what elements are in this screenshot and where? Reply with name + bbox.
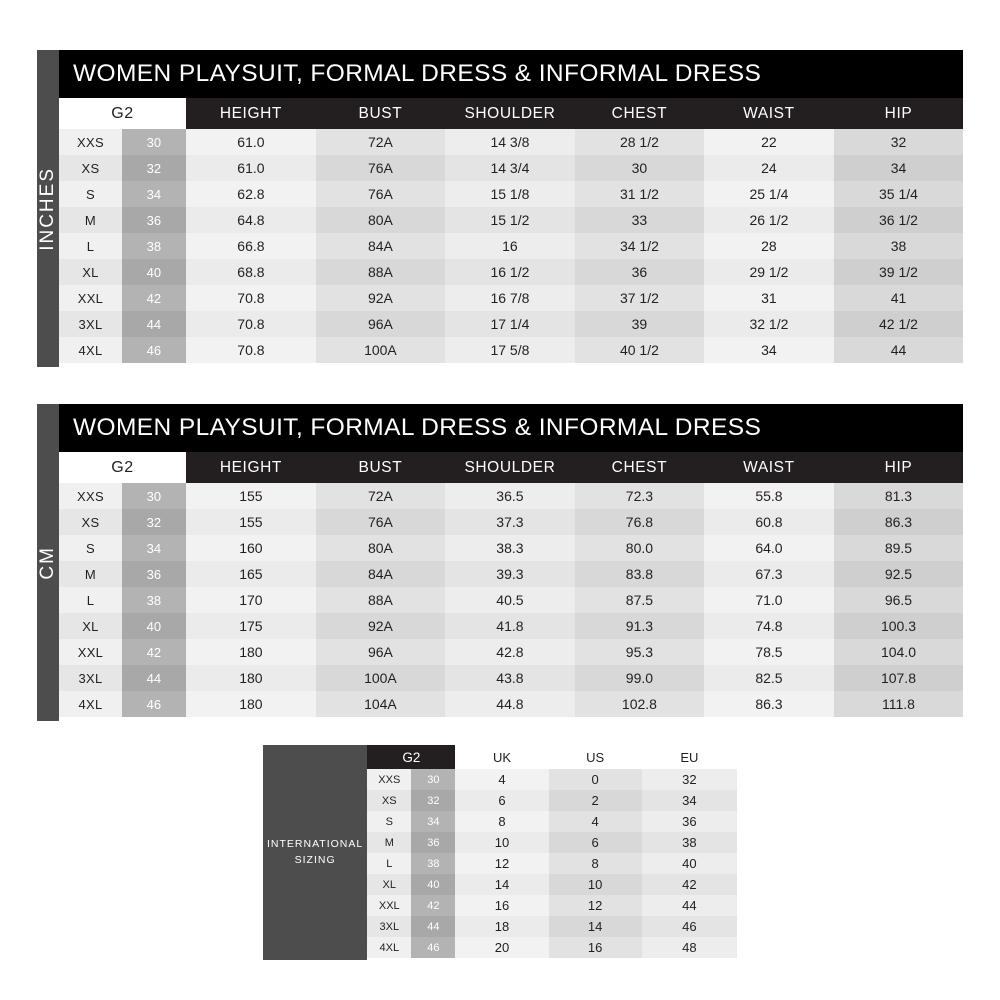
cell-shoulder: 42.8 (445, 639, 575, 665)
cell-chest: 36 (575, 259, 704, 285)
table-row (59, 207, 963, 233)
cell-height: 66.8 (186, 233, 316, 259)
header-us: US (549, 745, 642, 769)
table-row (59, 337, 963, 363)
cell-bust: 96A (316, 311, 445, 337)
cell-num: 30 (122, 129, 186, 155)
unit-label: CM (37, 545, 58, 580)
cell-chest: 99.0 (575, 665, 704, 691)
cell-size: XS (367, 790, 411, 811)
cell-uk: 12 (455, 853, 548, 874)
cell-height: 62.8 (186, 181, 316, 207)
cell-chest: 37 1/2 (575, 285, 704, 311)
cell-size: 4XL (59, 337, 122, 363)
cell-chest: 31 1/2 (575, 181, 704, 207)
cell-us: 14 (549, 916, 642, 937)
cell-hip: 34 (834, 155, 963, 181)
cell-size: L (59, 587, 122, 613)
cell-num: 44 (122, 311, 186, 337)
cell-shoulder: 44.8 (445, 691, 575, 717)
cell-size: XXS (367, 769, 411, 790)
cell-waist: 26 1/2 (704, 207, 834, 233)
cell-num: 38 (122, 587, 186, 613)
cell-shoulder: 39.3 (445, 561, 575, 587)
cell-waist: 64.0 (704, 535, 834, 561)
cell-size: S (367, 811, 411, 832)
cell-waist: 25 1/4 (704, 181, 834, 207)
cell-height: 61.0 (186, 155, 316, 181)
cell-size: L (59, 233, 122, 259)
cell-size: XXS (59, 129, 122, 155)
cell-uk: 18 (455, 916, 548, 937)
cell-chest: 34 1/2 (575, 233, 704, 259)
table-row (59, 535, 963, 561)
cell-num: 36 (122, 561, 186, 587)
cell-num: 46 (122, 691, 186, 717)
cell-size: 3XL (59, 665, 122, 691)
cell-waist: 60.8 (704, 509, 834, 535)
cell-shoulder: 38.3 (445, 535, 575, 561)
cell-waist: 78.5 (704, 639, 834, 665)
cell-bust: 84A (316, 233, 445, 259)
cell-chest: 76.8 (575, 509, 704, 535)
cell-waist: 28 (704, 233, 834, 259)
cell-bust: 72A (316, 129, 445, 155)
table-row (59, 129, 963, 155)
cell-height: 61.0 (186, 129, 316, 155)
cell-bust: 88A (316, 259, 445, 285)
cell-size: XS (59, 509, 122, 535)
header-g2: G2 (59, 452, 186, 483)
cell-hip: 104.0 (834, 639, 963, 665)
cell-us: 0 (549, 769, 642, 790)
cell-bust: 76A (316, 155, 445, 181)
cell-height: 70.8 (186, 285, 316, 311)
cell-num: 44 (411, 916, 455, 937)
chart-body-inches (59, 50, 963, 367)
table-row (59, 285, 963, 311)
cell-uk: 4 (455, 769, 548, 790)
cell-uk: 6 (455, 790, 548, 811)
cell-num: 42 (122, 285, 186, 311)
cell-waist: 74.8 (704, 613, 834, 639)
cell-bust: 92A (316, 285, 445, 311)
table-row (59, 691, 963, 717)
cell-bust: 76A (316, 181, 445, 207)
cell-eu: 48 (642, 937, 737, 958)
cell-height: 175 (186, 613, 316, 639)
cell-height: 165 (186, 561, 316, 587)
cell-size: XL (59, 613, 122, 639)
cell-uk: 20 (455, 937, 548, 958)
cell-us: 6 (549, 832, 642, 853)
header-height: HEIGHT (186, 98, 316, 129)
cell-uk: 16 (455, 895, 548, 916)
table-row (59, 561, 963, 587)
cell-shoulder: 15 1/2 (445, 207, 575, 233)
cell-num: 46 (411, 937, 455, 958)
table-row (367, 769, 737, 790)
size-chart-inches (37, 50, 963, 367)
cell-shoulder: 17 1/4 (445, 311, 575, 337)
cell-bust: 88A (316, 587, 445, 613)
cell-size: XXL (59, 639, 122, 665)
table-row (367, 853, 737, 874)
table-row (59, 587, 963, 613)
cell-waist: 86.3 (704, 691, 834, 717)
cell-num: 42 (411, 895, 455, 916)
cell-bust: 84A (316, 561, 445, 587)
cell-height: 155 (186, 509, 316, 535)
cell-chest: 102.8 (575, 691, 704, 717)
cell-num: 30 (122, 483, 186, 509)
cell-hip: 35 1/4 (834, 181, 963, 207)
cell-bust: 100A (316, 665, 445, 691)
cell-shoulder: 36.5 (445, 483, 575, 509)
table-row (367, 895, 737, 916)
cell-waist: 67.3 (704, 561, 834, 587)
chart-body-cm (59, 404, 963, 721)
cell-hip: 89.5 (834, 535, 963, 561)
header-g2: G2 (59, 98, 186, 129)
international-sizing-chart (263, 745, 737, 960)
cell-height: 180 (186, 639, 316, 665)
table-row (367, 832, 737, 853)
cell-chest: 72.3 (575, 483, 704, 509)
cell-chest: 39 (575, 311, 704, 337)
cell-eu: 42 (642, 874, 737, 895)
cell-size: L (367, 853, 411, 874)
international-sizing-label-line2: SIZING (294, 853, 336, 866)
cell-size: 3XL (367, 916, 411, 937)
cell-chest: 33 (575, 207, 704, 233)
cell-hip: 111.8 (834, 691, 963, 717)
cell-us: 8 (549, 853, 642, 874)
cell-uk: 14 (455, 874, 548, 895)
cell-chest: 80.0 (575, 535, 704, 561)
cell-num: 40 (122, 613, 186, 639)
cell-chest: 40 1/2 (575, 337, 704, 363)
cell-num: 30 (411, 769, 455, 790)
cell-height: 64.8 (186, 207, 316, 233)
international-sizing-table (367, 745, 737, 958)
cell-waist: 22 (704, 129, 834, 155)
cell-hip: 39 1/2 (834, 259, 963, 285)
header-shoulder: SHOULDER (445, 452, 575, 483)
cell-us: 4 (549, 811, 642, 832)
cell-height: 70.8 (186, 311, 316, 337)
cell-waist: 82.5 (704, 665, 834, 691)
cell-waist: 31 (704, 285, 834, 311)
international-sizing-body (367, 745, 737, 960)
cell-waist: 29 1/2 (704, 259, 834, 285)
cell-chest: 28 1/2 (575, 129, 704, 155)
table-row (59, 181, 963, 207)
cell-hip: 96.5 (834, 587, 963, 613)
cell-eu: 36 (642, 811, 737, 832)
cell-num: 32 (122, 509, 186, 535)
cell-hip: 38 (834, 233, 963, 259)
cell-chest: 83.8 (575, 561, 704, 587)
header-shoulder: SHOULDER (445, 98, 575, 129)
international-sizing-label (263, 745, 367, 960)
cell-shoulder: 41.8 (445, 613, 575, 639)
cell-us: 10 (549, 874, 642, 895)
cell-num: 46 (122, 337, 186, 363)
table-row (367, 811, 737, 832)
header-height: HEIGHT (186, 452, 316, 483)
cell-size: XL (59, 259, 122, 285)
unit-column-inches (37, 50, 59, 367)
cell-shoulder: 43.8 (445, 665, 575, 691)
table-row (367, 937, 737, 958)
header-waist: WAIST (704, 452, 834, 483)
cell-chest: 87.5 (575, 587, 704, 613)
cell-hip: 41 (834, 285, 963, 311)
cell-num: 34 (122, 181, 186, 207)
cell-uk: 8 (455, 811, 548, 832)
cell-shoulder: 15 1/8 (445, 181, 575, 207)
cell-eu: 40 (642, 853, 737, 874)
cell-bust: 100A (316, 337, 445, 363)
cell-bust: 96A (316, 639, 445, 665)
cell-height: 180 (186, 665, 316, 691)
cell-bust: 92A (316, 613, 445, 639)
cell-bust: 104A (316, 691, 445, 717)
cell-height: 70.8 (186, 337, 316, 363)
cell-size: S (59, 535, 122, 561)
table-row (367, 916, 737, 937)
table-row (59, 613, 963, 639)
cell-chest: 95.3 (575, 639, 704, 665)
cell-shoulder: 37.3 (445, 509, 575, 535)
cell-num: 34 (411, 811, 455, 832)
cell-num: 38 (411, 853, 455, 874)
cell-size: XL (367, 874, 411, 895)
table-row (59, 483, 963, 509)
cell-num: 32 (122, 155, 186, 181)
table-header-row (367, 745, 737, 769)
cell-eu: 38 (642, 832, 737, 853)
cell-bust: 72A (316, 483, 445, 509)
table-row (59, 155, 963, 181)
cell-height: 160 (186, 535, 316, 561)
cell-hip: 86.3 (834, 509, 963, 535)
cell-eu: 34 (642, 790, 737, 811)
cell-num: 34 (122, 535, 186, 561)
measurements-table-cm (59, 452, 963, 717)
header-bust: BUST (316, 452, 445, 483)
header-chest: CHEST (575, 452, 704, 483)
cell-height: 170 (186, 587, 316, 613)
table-row (367, 790, 737, 811)
cell-height: 68.8 (186, 259, 316, 285)
chart-title-inches: WOMEN PLAYSUIT, FORMAL DRESS & INFORMAL DRESS (59, 50, 963, 98)
cell-waist: 71.0 (704, 587, 834, 613)
cell-shoulder: 14 3/8 (445, 129, 575, 155)
cell-shoulder: 40.5 (445, 587, 575, 613)
header-waist: WAIST (704, 98, 834, 129)
unit-column-cm (37, 404, 59, 721)
cell-size: 3XL (59, 311, 122, 337)
cell-size: M (59, 207, 122, 233)
cell-shoulder: 17 5/8 (445, 337, 575, 363)
cell-hip: 36 1/2 (834, 207, 963, 233)
unit-label: INCHES (37, 166, 58, 251)
cell-hip: 81.3 (834, 483, 963, 509)
cell-num: 32 (411, 790, 455, 811)
cell-height: 180 (186, 691, 316, 717)
header-hip: HIP (834, 452, 963, 483)
table-header-row (59, 452, 963, 483)
cell-num: 36 (122, 207, 186, 233)
cell-eu: 32 (642, 769, 737, 790)
header-uk: UK (455, 745, 548, 769)
header-g2: G2 (367, 745, 455, 769)
cell-size: XS (59, 155, 122, 181)
cell-num: 38 (122, 233, 186, 259)
cell-size: M (367, 832, 411, 853)
chart-title-cm: WOMEN PLAYSUIT, FORMAL DRESS & INFORMAL DRESS (59, 404, 963, 452)
cell-hip: 107.8 (834, 665, 963, 691)
size-chart-cm (37, 404, 963, 721)
table-row (59, 665, 963, 691)
cell-size: XXL (59, 285, 122, 311)
cell-uk: 10 (455, 832, 548, 853)
cell-shoulder: 16 (445, 233, 575, 259)
cell-us: 12 (549, 895, 642, 916)
cell-size: S (59, 181, 122, 207)
cell-hip: 32 (834, 129, 963, 155)
cell-hip: 92.5 (834, 561, 963, 587)
cell-hip: 100.3 (834, 613, 963, 639)
cell-num: 40 (411, 874, 455, 895)
cell-height: 155 (186, 483, 316, 509)
cell-waist: 24 (704, 155, 834, 181)
cell-num: 44 (122, 665, 186, 691)
header-bust: BUST (316, 98, 445, 129)
cell-hip: 44 (834, 337, 963, 363)
cell-eu: 44 (642, 895, 737, 916)
table-row (59, 639, 963, 665)
table-header-row (59, 98, 963, 129)
cell-size: 4XL (367, 937, 411, 958)
cell-us: 2 (549, 790, 642, 811)
table-row (59, 259, 963, 285)
cell-size: 4XL (59, 691, 122, 717)
cell-num: 42 (122, 639, 186, 665)
cell-shoulder: 16 1/2 (445, 259, 575, 285)
cell-eu: 46 (642, 916, 737, 937)
header-hip: HIP (834, 98, 963, 129)
cell-size: XXL (367, 895, 411, 916)
cell-chest: 91.3 (575, 613, 704, 639)
cell-waist: 55.8 (704, 483, 834, 509)
cell-us: 16 (549, 937, 642, 958)
cell-chest: 30 (575, 155, 704, 181)
cell-size: XXS (59, 483, 122, 509)
cell-waist: 32 1/2 (704, 311, 834, 337)
header-eu: EU (642, 745, 737, 769)
cell-shoulder: 14 3/4 (445, 155, 575, 181)
cell-bust: 80A (316, 535, 445, 561)
header-chest: CHEST (575, 98, 704, 129)
table-row (367, 874, 737, 895)
table-row (59, 509, 963, 535)
measurements-table-inches (59, 98, 963, 363)
cell-size: M (59, 561, 122, 587)
cell-num: 36 (411, 832, 455, 853)
cell-num: 40 (122, 259, 186, 285)
international-sizing-label-line1: INTERNATIONAL (267, 837, 364, 850)
cell-waist: 34 (704, 337, 834, 363)
cell-bust: 80A (316, 207, 445, 233)
cell-bust: 76A (316, 509, 445, 535)
cell-hip: 42 1/2 (834, 311, 963, 337)
table-row (59, 311, 963, 337)
table-row (59, 233, 963, 259)
cell-shoulder: 16 7/8 (445, 285, 575, 311)
